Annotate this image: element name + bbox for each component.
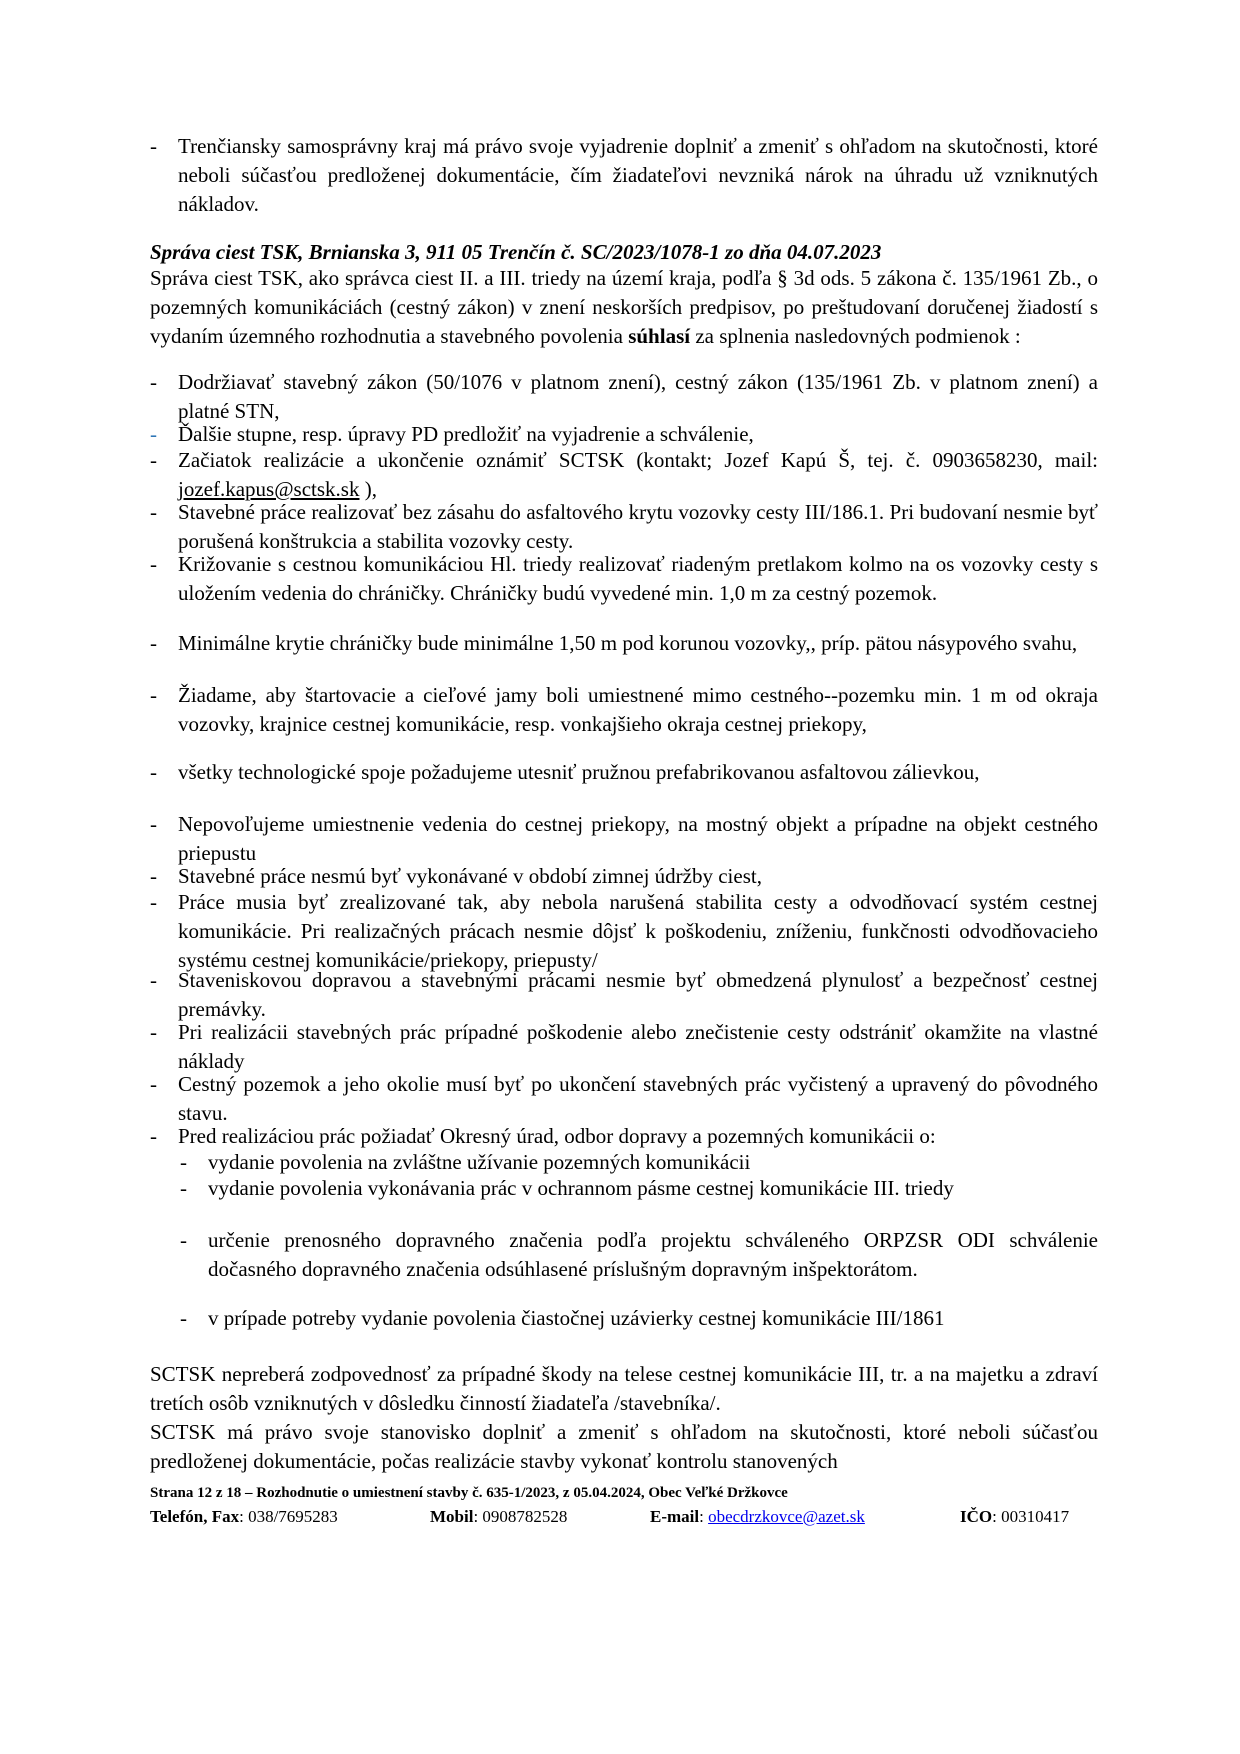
section-intro — [150, 264, 1098, 351]
bullet-dash: - — [150, 448, 157, 472]
ico-label: IČO — [960, 1507, 993, 1526]
condition-text: Začiatok realizácie a ukončenie oznámiť SCTSK (kontakt; Jozef Kapú Š, tej. č. 0903658230, mail: — [178, 448, 1098, 472]
condition-item: Staveniskovou dopravou a stavebnými prácami nesmie byť obmedzená plynulosť a bezpečnosť cestnej premávky. — [178, 968, 1098, 1021]
condition-item: Žiadame, aby štartovacie a cieľové jamy boli umiestnené mimo cestného--pozemku min. 1 m od okraja vozovky, krajnice cestnej komunikácie, resp. vonkajšieho okraja cestnej priekopy, — [178, 683, 1098, 736]
sub-bullet-dash: - — [180, 1306, 187, 1330]
condition-item — [178, 446, 1098, 504]
section-heading: Správa ciest TSK, Brnianska 3, 911 05 Trenčín č. SC/2023/1078-1 zo dňa 04.07.2023 — [150, 240, 882, 264]
condition-item: Stavebné práce nesmú byť vykonávané v období zimnej údržby ciest, — [178, 864, 762, 888]
condition-item: Pri realizácii stavebných prác prípadné poškodenie alebo znečistenie cesty odstrániť okamžite na vlastné náklady — [178, 1020, 1098, 1073]
condition-item: Stavebné práce realizovať bez zásahu do asfaltového krytu vozovky cesty III/186.1. Pri budovaní nesmie byť porušená konštrukcia a stabilita vozovky cesty. — [178, 500, 1098, 553]
intro-paragraph: Trenčiansky samosprávny kraj má právo svoje vyjadrenie doplniť a zmeniť s ohľadom na skutočnosti, ktoré neboli súčasťou predloženej dokumentácie, čím žiadateľovi nevzniká nárok na úhradu už vzniknutých nákladov. — [178, 134, 1098, 216]
email-link[interactable]: jozef.kapus@sctsk.sk — [178, 477, 360, 501]
footer-email — [650, 1507, 865, 1527]
bullet-dash: - — [150, 631, 157, 655]
phone-value: : 038/7695283 — [239, 1507, 338, 1526]
condition-text: ), — [359, 477, 377, 501]
sub-condition-item: vydanie povolenia vykonávania prác v ochrannom pásme cestnej komunikácie III. triedy — [208, 1176, 954, 1200]
footer-email-link[interactable]: obecdrzkovce@azet.sk — [708, 1507, 865, 1526]
bullet-dash: - — [150, 1020, 157, 1044]
bullet-dash: - — [150, 500, 157, 524]
email-label: E-mail — [650, 1507, 700, 1526]
bullet-dash: - — [150, 422, 157, 446]
bullet-dash: - — [150, 134, 157, 158]
bullet-dash: - — [150, 683, 157, 707]
bullet-dash: - — [150, 1124, 157, 1148]
condition-item: Práce musia byť zrealizované tak, aby nebola narušená stabilita cesty a odvodňovací systém cestnej komunikácie. Pri realizačných prácach nesmie dôjsť k poškodeniu, zníženiu, funkčnosti odvodňovacieho systému cestnej komunikácie/priekopy, priepusty/ — [178, 890, 1098, 972]
closing-paragraph: SCTSK nepreberá zodpovednosť za prípadné škody na telese cestnej komunikácie III, tr. a na majetku a zdraví tretích osôb vzniknutých v dôsledku činností žiadateľa /stavebníka/. — [150, 1362, 1098, 1415]
sub-condition-item: vydanie povolenia na zvláštne užívanie pozemných komunikácii — [208, 1150, 751, 1174]
condition-item: všetky technologické spoje požadujeme utesniť pružnou prefabrikovanou asfaltovou zálievkou, — [178, 760, 980, 784]
sub-condition-item: určenie prenosného dopravného značenia podľa projektu schváleného ORPZSR ODI schválenie dočasného dopravného značenia odsúhlasené príslušným dopravným inšpektorátom. — [208, 1228, 1098, 1281]
footer-contacts — [150, 1507, 1098, 1531]
condition-item: Dodržiavať stavebný zákon (50/1076 v platnom znení), cestný zákon (135/1961 Zb. v platnom znení) a platné STN, — [178, 370, 1098, 423]
footer-mobile — [430, 1507, 567, 1527]
condition-item: Pred realizáciou prác požiadať Okresný úrad, odbor dopravy a pozemných komunikácii o: — [178, 1124, 936, 1148]
condition-item: Minimálne krytie chráničky bude minimálne 1,50 m pod korunou vozovky,, príp. pätou násypového svahu, — [178, 631, 1078, 655]
mobile-label: Mobil — [430, 1507, 474, 1526]
bullet-dash: - — [150, 890, 157, 914]
condition-item: Nepovoľujeme umiestnenie vedenia do cestnej priekopy, na mostný objekt a prípadne na objekt cestného priepustu — [178, 812, 1098, 865]
closing-paragraph: SCTSK má právo svoje stanovisko doplniť a zmeniť s ohľadom na skutočnosti, ktoré neboli súčasťou predloženej dokumentácie, počas realizácie stavby vykonať kontrolu stanovených — [150, 1420, 1098, 1473]
bullet-dash: - — [150, 370, 157, 394]
bullet-dash: - — [150, 864, 157, 888]
sub-condition-item: v prípade potreby vydanie povolenia čiastočnej uzávierky cestnej komunikácie III/1861 — [208, 1306, 945, 1330]
agree-rest: za splnenia nasledovných podmienok : — [690, 324, 1021, 348]
sub-bullet-dash: - — [180, 1150, 187, 1174]
mobile-value: : 0908782528 — [473, 1507, 568, 1526]
condition-item: Križovanie s cestnou komunikáciou Hl. triedy realizovať riadeným pretlakom kolmo na os vozovky cesty s uložením vedenia do chráničky. Chráničky budú vyvedené min. 1,0 m za cestný pozemok. — [178, 552, 1098, 605]
footer-ico — [960, 1507, 1069, 1527]
footer-phone — [150, 1507, 338, 1527]
agree-word: súhlasí — [628, 324, 691, 348]
bullet-dash: - — [150, 1072, 157, 1096]
email-sep: : — [699, 1507, 709, 1526]
bullet-dash: - — [150, 812, 157, 836]
sub-bullet-dash: - — [180, 1228, 187, 1252]
condition-item: Ďalšie stupne, resp. úpravy PD predložiť na vyjadrenie a schválenie, — [178, 422, 754, 446]
ico-value: : 00310417 — [992, 1507, 1070, 1526]
footer-page-info: Strana 12 z 18 – Rozhodnutie o umiestnení stavby č. 635-1/2023, z 05.04.2024, Obec Veľké Držkovce — [150, 1485, 788, 1501]
bullet-dash: - — [150, 552, 157, 576]
condition-item: Cestný pozemok a jeho okolie musí byť po ukončení stavebných prác vyčistený a upravený do pôvodného stavu. — [178, 1072, 1098, 1125]
bullet-dash: - — [150, 760, 157, 784]
sub-bullet-dash: - — [180, 1176, 187, 1200]
bullet-dash: - — [150, 968, 157, 992]
section-intro-text: Správa ciest TSK, ako správca ciest II. a III. triedy na území kraja, podľa § 3d ods. 5 zákona č. 135/1961 Zb., o pozemných komunikáciách (cestný zákon) v znení neskorších predpisov, po preštudovaní doručenej žiadostí s vydaním územného rozhodnutia a stavebného povolenia — [150, 266, 1098, 348]
phone-label: Telefón, Fax — [150, 1507, 240, 1526]
